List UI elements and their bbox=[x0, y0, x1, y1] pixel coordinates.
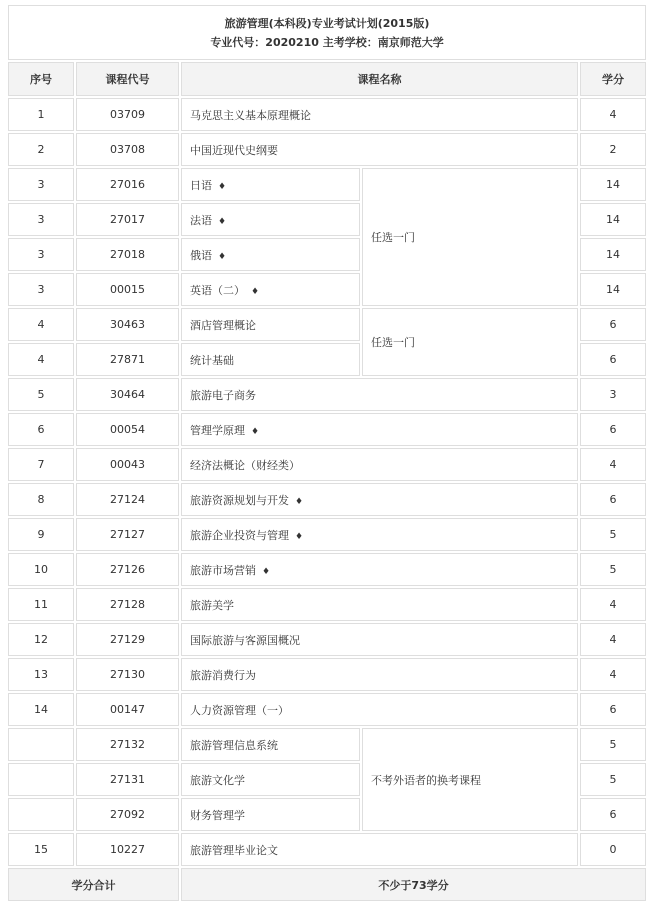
row-code: 00043 bbox=[76, 448, 179, 481]
course-name: 马克思主义基本原理概论 bbox=[190, 108, 311, 122]
row-code: 00147 bbox=[76, 693, 179, 726]
row-name bbox=[181, 728, 360, 761]
table-row bbox=[8, 378, 646, 411]
row-credit: 6 bbox=[580, 308, 646, 341]
row-name bbox=[181, 518, 578, 551]
course-name: 旅游管理毕业论文 bbox=[190, 843, 278, 857]
row-name bbox=[181, 378, 578, 411]
row-code: 00015 bbox=[76, 273, 179, 306]
row-name bbox=[181, 238, 360, 271]
row-no: 3 bbox=[8, 168, 74, 201]
total-label: 学分合计 bbox=[8, 868, 179, 901]
row-code: 03708 bbox=[76, 133, 179, 166]
row-name bbox=[181, 343, 360, 376]
row-code: 10227 bbox=[76, 833, 179, 866]
header-code: 课程代号 bbox=[76, 62, 179, 96]
row-code: 27018 bbox=[76, 238, 179, 271]
table-row bbox=[8, 728, 646, 761]
choose-one-note-b: 任选一门 bbox=[362, 308, 578, 376]
row-no bbox=[8, 728, 74, 761]
required-mark-icon: ♦ bbox=[295, 531, 304, 542]
table-row bbox=[8, 833, 646, 866]
row-credit: 6 bbox=[580, 483, 646, 516]
course-name: 中国近现代史纲要 bbox=[190, 143, 278, 157]
row-credit: 6 bbox=[580, 798, 646, 831]
substitute-note: 不考外语者的换考课程 bbox=[362, 728, 578, 831]
course-name: 人力资源管理（一） bbox=[190, 703, 289, 717]
row-code: 03709 bbox=[76, 98, 179, 131]
table-title bbox=[8, 5, 646, 60]
row-credit: 4 bbox=[580, 98, 646, 131]
row-no bbox=[8, 763, 74, 796]
table-row bbox=[8, 693, 646, 726]
row-no: 3 bbox=[8, 203, 74, 236]
course-name: 统计基础 bbox=[190, 353, 234, 367]
row-code: 27129 bbox=[76, 623, 179, 656]
header-credit: 学分 bbox=[580, 62, 646, 96]
row-no: 11 bbox=[8, 588, 74, 621]
course-name: 经济法概论（财经类） bbox=[190, 458, 300, 472]
row-code: 27124 bbox=[76, 483, 179, 516]
row-credit: 4 bbox=[580, 658, 646, 691]
row-credit: 3 bbox=[580, 378, 646, 411]
row-credit: 14 bbox=[580, 168, 646, 201]
table-row bbox=[8, 658, 646, 691]
row-no: 3 bbox=[8, 273, 74, 306]
required-mark-icon: ♦ bbox=[218, 251, 227, 262]
row-credit: 0 bbox=[580, 833, 646, 866]
required-mark-icon: ♦ bbox=[262, 566, 271, 577]
row-name bbox=[181, 168, 360, 201]
plan-subtitle: 专业代号：2020210 主考学校：南京师范大学 bbox=[210, 35, 444, 49]
course-name: 俄语 bbox=[190, 248, 212, 262]
table-row bbox=[8, 168, 646, 201]
row-no: 2 bbox=[8, 133, 74, 166]
row-code: 00054 bbox=[76, 413, 179, 446]
row-code: 27871 bbox=[76, 343, 179, 376]
course-name: 旅游管理信息系统 bbox=[190, 738, 278, 752]
row-no: 14 bbox=[8, 693, 74, 726]
course-name: 旅游市场营销 bbox=[190, 563, 256, 577]
row-no: 15 bbox=[8, 833, 74, 866]
required-mark-icon: ♦ bbox=[251, 286, 260, 297]
row-code: 27131 bbox=[76, 763, 179, 796]
row-credit: 4 bbox=[580, 588, 646, 621]
total-row bbox=[8, 868, 646, 901]
row-name bbox=[181, 448, 578, 481]
course-name: 管理学原理 bbox=[190, 423, 245, 437]
course-name: 旅游美学 bbox=[190, 598, 234, 612]
required-mark-icon: ♦ bbox=[295, 496, 304, 507]
row-code: 27126 bbox=[76, 553, 179, 586]
row-code: 30463 bbox=[76, 308, 179, 341]
row-no: 7 bbox=[8, 448, 74, 481]
row-credit: 5 bbox=[580, 518, 646, 551]
course-name: 旅游消费行为 bbox=[190, 668, 256, 682]
row-name bbox=[181, 308, 360, 341]
row-name bbox=[181, 273, 360, 306]
row-name bbox=[181, 413, 578, 446]
table-row bbox=[8, 483, 646, 516]
table-row bbox=[8, 133, 646, 166]
row-credit: 5 bbox=[580, 763, 646, 796]
row-name bbox=[181, 763, 360, 796]
course-name: 旅游电子商务 bbox=[190, 388, 256, 402]
header-no: 序号 bbox=[8, 62, 74, 96]
row-no: 10 bbox=[8, 553, 74, 586]
header-row bbox=[8, 62, 646, 96]
total-value: 不少于73学分 bbox=[181, 868, 646, 901]
plan-title: 旅游管理(本科段)专业考试计划(2015版) bbox=[224, 16, 430, 30]
row-code: 27017 bbox=[76, 203, 179, 236]
row-code: 27128 bbox=[76, 588, 179, 621]
row-name bbox=[181, 693, 578, 726]
row-name bbox=[181, 798, 360, 831]
row-no: 13 bbox=[8, 658, 74, 691]
course-name: 旅游资源规划与开发 bbox=[190, 493, 289, 507]
table-row bbox=[8, 98, 646, 131]
row-credit: 14 bbox=[580, 273, 646, 306]
row-credit: 5 bbox=[580, 553, 646, 586]
row-credit: 6 bbox=[580, 343, 646, 376]
row-code: 27016 bbox=[76, 168, 179, 201]
course-name: 法语 bbox=[190, 213, 212, 227]
header-name: 课程名称 bbox=[181, 62, 578, 96]
row-no: 4 bbox=[8, 308, 74, 341]
exam-plan-table bbox=[6, 3, 648, 903]
row-no bbox=[8, 798, 74, 831]
row-no: 12 bbox=[8, 623, 74, 656]
row-code: 27127 bbox=[76, 518, 179, 551]
row-no: 9 bbox=[8, 518, 74, 551]
row-name bbox=[181, 623, 578, 656]
required-mark-icon: ♦ bbox=[218, 181, 227, 192]
row-credit: 5 bbox=[580, 728, 646, 761]
row-name bbox=[181, 133, 578, 166]
row-name bbox=[181, 553, 578, 586]
table-row bbox=[8, 623, 646, 656]
row-no: 8 bbox=[8, 483, 74, 516]
row-no: 1 bbox=[8, 98, 74, 131]
table-row bbox=[8, 518, 646, 551]
row-credit: 2 bbox=[580, 133, 646, 166]
row-name bbox=[181, 588, 578, 621]
required-mark-icon: ♦ bbox=[251, 426, 260, 437]
row-name bbox=[181, 658, 578, 691]
row-name bbox=[181, 833, 578, 866]
table-row bbox=[8, 448, 646, 481]
table-row bbox=[8, 413, 646, 446]
table-row bbox=[8, 588, 646, 621]
row-name bbox=[181, 98, 578, 131]
table-row bbox=[8, 308, 646, 341]
row-name bbox=[181, 483, 578, 516]
row-code: 27130 bbox=[76, 658, 179, 691]
course-name: 酒店管理概论 bbox=[190, 318, 256, 332]
row-code: 27092 bbox=[76, 798, 179, 831]
row-credit: 6 bbox=[580, 413, 646, 446]
row-credit: 14 bbox=[580, 203, 646, 236]
row-name bbox=[181, 203, 360, 236]
course-name: 日语 bbox=[190, 178, 212, 192]
row-code: 27132 bbox=[76, 728, 179, 761]
required-mark-icon: ♦ bbox=[218, 216, 227, 227]
row-credit: 4 bbox=[580, 448, 646, 481]
choose-one-note-a: 任选一门 bbox=[362, 168, 578, 306]
row-code: 30464 bbox=[76, 378, 179, 411]
course-name: 国际旅游与客源国概况 bbox=[190, 633, 300, 647]
row-no: 4 bbox=[8, 343, 74, 376]
course-name: 财务管理学 bbox=[190, 808, 245, 822]
table-row bbox=[8, 553, 646, 586]
row-no: 6 bbox=[8, 413, 74, 446]
course-name: 旅游企业投资与管理 bbox=[190, 528, 289, 542]
row-credit: 14 bbox=[580, 238, 646, 271]
course-name: 英语（二） bbox=[190, 283, 245, 297]
course-name: 旅游文化学 bbox=[190, 773, 245, 787]
row-no: 5 bbox=[8, 378, 74, 411]
row-credit: 6 bbox=[580, 693, 646, 726]
row-no: 3 bbox=[8, 238, 74, 271]
row-credit: 4 bbox=[580, 623, 646, 656]
